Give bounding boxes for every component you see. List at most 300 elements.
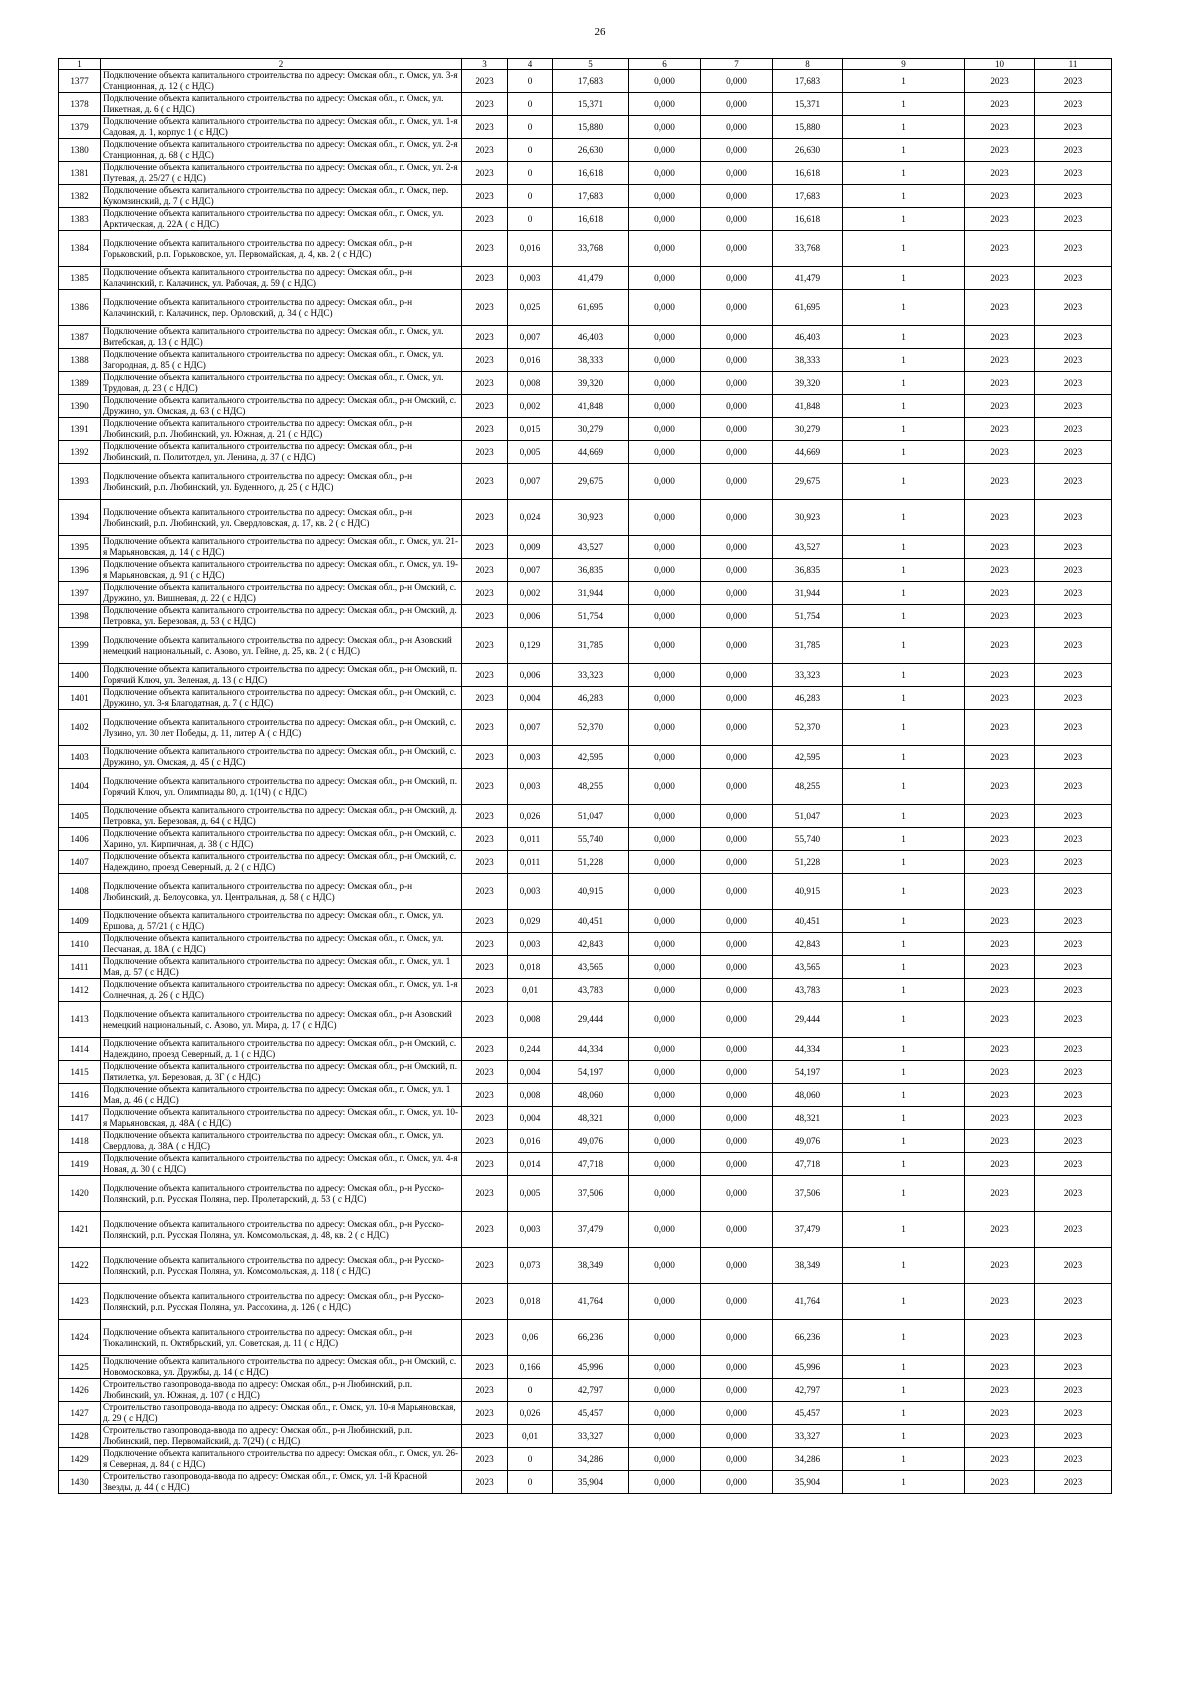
col-6-value: 0,000 xyxy=(629,185,701,208)
col-8-value: 37,506 xyxy=(773,1176,843,1212)
col-11-value: 2023 xyxy=(1035,395,1112,418)
col-10-value: 2023 xyxy=(965,1425,1035,1448)
col-5-value: 43,565 xyxy=(553,956,629,979)
col-6-value: 0,000 xyxy=(629,1448,701,1471)
col-3-value: 2023 xyxy=(462,828,508,851)
row-description: Подключение объекта капитального строительства по адресу: Омская обл., р-н Омский, д. Петровка, ул. Березовая, д. 53 ( с НДС) xyxy=(101,605,462,628)
col-10-value: 2023 xyxy=(965,441,1035,464)
col-8-value: 26,630 xyxy=(773,139,843,162)
row-description: Подключение объекта капитального строительства по адресу: Омская обл., р-н Омский, п. Пятилетка, ул. Березовая, д. 3Г ( с НДС) xyxy=(101,1061,462,1084)
col-5-value: 42,797 xyxy=(553,1379,629,1402)
col-7-value: 0,000 xyxy=(701,805,773,828)
col-3-value: 2023 xyxy=(462,956,508,979)
col-8-value: 38,333 xyxy=(773,349,843,372)
col-3-value: 2023 xyxy=(462,1212,508,1248)
col-9-value: 1 xyxy=(843,582,965,605)
col-8-value: 51,228 xyxy=(773,851,843,874)
col-8-value: 30,923 xyxy=(773,500,843,536)
col-6-value: 0,000 xyxy=(629,208,701,231)
col-4-value: 0,004 xyxy=(508,1107,553,1130)
col-10-value: 2023 xyxy=(965,1471,1035,1494)
col-4-value: 0,007 xyxy=(508,326,553,349)
col-3-value: 2023 xyxy=(462,605,508,628)
col-8-value: 44,669 xyxy=(773,441,843,464)
col-9-value: 1 xyxy=(843,1356,965,1379)
col-5-value: 45,457 xyxy=(553,1402,629,1425)
col-11-value: 2023 xyxy=(1035,851,1112,874)
col-7-value: 0,000 xyxy=(701,395,773,418)
col-3-value: 2023 xyxy=(462,139,508,162)
col-8-value: 61,695 xyxy=(773,290,843,326)
col-4-value: 0 xyxy=(508,70,553,93)
table-row xyxy=(59,93,1112,116)
row-description: Подключение объекта капитального строительства по адресу: Омская обл., г. Омск, ул. Трудовая, д. 23 ( с НДС) xyxy=(101,372,462,395)
col-11-value: 2023 xyxy=(1035,746,1112,769)
col-11-value: 2023 xyxy=(1035,290,1112,326)
col-4-value: 0,007 xyxy=(508,559,553,582)
table-row xyxy=(59,687,1112,710)
col-4-value: 0,008 xyxy=(508,1084,553,1107)
col-11-value: 2023 xyxy=(1035,628,1112,664)
col-6-value: 0,000 xyxy=(629,851,701,874)
column-header: 3 xyxy=(462,59,508,70)
col-7-value: 0,000 xyxy=(701,1402,773,1425)
col-10-value: 2023 xyxy=(965,1284,1035,1320)
col-7-value: 0,000 xyxy=(701,1320,773,1356)
col-6-value: 0,000 xyxy=(629,828,701,851)
row-description: Подключение объекта капитального строительства по адресу: Омская обл., р-н Омский, п. Горячий Ключ, ул. Зеленая, д. 13 ( с НДС) xyxy=(101,664,462,687)
col-9-value: 1 xyxy=(843,1002,965,1038)
col-6-value: 0,000 xyxy=(629,1471,701,1494)
col-4-value: 0,003 xyxy=(508,769,553,805)
col-6-value: 0,000 xyxy=(629,1061,701,1084)
col-10-value: 2023 xyxy=(965,326,1035,349)
col-7-value: 0,000 xyxy=(701,769,773,805)
col-4-value: 0,01 xyxy=(508,1425,553,1448)
col-6-value: 0,000 xyxy=(629,231,701,267)
table-row xyxy=(59,208,1112,231)
col-10-value: 2023 xyxy=(965,418,1035,441)
col-6-value: 0,000 xyxy=(629,1379,701,1402)
row-number: 1393 xyxy=(59,464,101,500)
col-8-value: 35,904 xyxy=(773,1471,843,1494)
col-9-value: 1 xyxy=(843,687,965,710)
col-11-value: 2023 xyxy=(1035,536,1112,559)
col-4-value: 0,016 xyxy=(508,1130,553,1153)
table-row xyxy=(59,1130,1112,1153)
col-3-value: 2023 xyxy=(462,1379,508,1402)
col-6-value: 0,000 xyxy=(629,372,701,395)
col-5-value: 41,848 xyxy=(553,395,629,418)
col-9-value: 1 xyxy=(843,267,965,290)
col-10-value: 2023 xyxy=(965,1130,1035,1153)
col-9-value: 1 xyxy=(843,1061,965,1084)
col-7-value: 0,000 xyxy=(701,1153,773,1176)
row-description: Строительство газопровода-ввода по адресу: Омская обл., р-н Любинский, р.п. Любинский, пер. Первомайский, д. 7(2Ч) ( с НДС) xyxy=(101,1425,462,1448)
col-5-value: 37,479 xyxy=(553,1212,629,1248)
col-4-value: 0,006 xyxy=(508,605,553,628)
table-row xyxy=(59,769,1112,805)
table-row xyxy=(59,874,1112,910)
row-number: 1387 xyxy=(59,326,101,349)
table-row xyxy=(59,1212,1112,1248)
col-5-value: 33,323 xyxy=(553,664,629,687)
col-4-value: 0,005 xyxy=(508,1176,553,1212)
row-number: 1422 xyxy=(59,1248,101,1284)
col-9-value: 1 xyxy=(843,910,965,933)
row-description: Подключение объекта капитального строительства по адресу: Омская обл., г. Омск, ул. 2-я Путевая, д. 25/27 ( с НДС) xyxy=(101,162,462,185)
table-row xyxy=(59,1320,1112,1356)
col-6-value: 0,000 xyxy=(629,1038,701,1061)
col-7-value: 0,000 xyxy=(701,1038,773,1061)
col-5-value: 51,047 xyxy=(553,805,629,828)
row-description: Подключение объекта капитального строительства по адресу: Омская обл., г. Омск, ул. Свердлова, д. 38А ( с НДС) xyxy=(101,1130,462,1153)
col-3-value: 2023 xyxy=(462,349,508,372)
col-9-value: 1 xyxy=(843,208,965,231)
col-10-value: 2023 xyxy=(965,910,1035,933)
col-6-value: 0,000 xyxy=(629,1320,701,1356)
col-10-value: 2023 xyxy=(965,1153,1035,1176)
row-description: Подключение объекта капитального строительства по адресу: Омская обл., р-н Омский, с. Харино, ул. Кирпичная, д. 38 ( с НДС) xyxy=(101,828,462,851)
col-3-value: 2023 xyxy=(462,664,508,687)
col-4-value: 0,006 xyxy=(508,664,553,687)
col-3-value: 2023 xyxy=(462,372,508,395)
col-11-value: 2023 xyxy=(1035,769,1112,805)
col-9-value: 1 xyxy=(843,1038,965,1061)
col-6-value: 0,000 xyxy=(629,874,701,910)
col-4-value: 0,166 xyxy=(508,1356,553,1379)
col-11-value: 2023 xyxy=(1035,1176,1112,1212)
col-3-value: 2023 xyxy=(462,116,508,139)
col-4-value: 0,004 xyxy=(508,1061,553,1084)
col-11-value: 2023 xyxy=(1035,874,1112,910)
col-3-value: 2023 xyxy=(462,1248,508,1284)
col-8-value: 66,236 xyxy=(773,1320,843,1356)
col-8-value: 47,718 xyxy=(773,1153,843,1176)
col-5-value: 36,835 xyxy=(553,559,629,582)
col-7-value: 0,000 xyxy=(701,1379,773,1402)
column-header: 11 xyxy=(1035,59,1112,70)
col-11-value: 2023 xyxy=(1035,1153,1112,1176)
row-number: 1408 xyxy=(59,874,101,910)
col-9-value: 1 xyxy=(843,1448,965,1471)
col-10-value: 2023 xyxy=(965,395,1035,418)
col-4-value: 0 xyxy=(508,1379,553,1402)
row-number: 1400 xyxy=(59,664,101,687)
col-11-value: 2023 xyxy=(1035,372,1112,395)
col-9-value: 1 xyxy=(843,628,965,664)
col-5-value: 41,764 xyxy=(553,1284,629,1320)
col-8-value: 34,286 xyxy=(773,1448,843,1471)
col-4-value: 0,011 xyxy=(508,828,553,851)
row-description: Подключение объекта капитального строительства по адресу: Омская обл., р-н Омский, с. Дружино, ул. 3-я Благодатная, д. 7 ( с НДС) xyxy=(101,687,462,710)
col-6-value: 0,000 xyxy=(629,910,701,933)
col-5-value: 29,675 xyxy=(553,464,629,500)
col-5-value: 42,843 xyxy=(553,933,629,956)
table-row xyxy=(59,1284,1112,1320)
col-3-value: 2023 xyxy=(462,710,508,746)
col-9-value: 1 xyxy=(843,979,965,1002)
col-5-value: 33,768 xyxy=(553,231,629,267)
col-3-value: 2023 xyxy=(462,1425,508,1448)
row-description: Подключение объекта капитального строительства по адресу: Омская обл., р-н Омский, с. Дружино, ул. Вишневая, д. 22 ( с НДС) xyxy=(101,582,462,605)
col-10-value: 2023 xyxy=(965,664,1035,687)
col-9-value: 1 xyxy=(843,1284,965,1320)
col-8-value: 43,527 xyxy=(773,536,843,559)
col-11-value: 2023 xyxy=(1035,441,1112,464)
col-9-value: 1 xyxy=(843,710,965,746)
col-7-value: 0,000 xyxy=(701,1176,773,1212)
col-6-value: 0,000 xyxy=(629,70,701,93)
col-4-value: 0,016 xyxy=(508,349,553,372)
row-description: Подключение объекта капитального строительства по адресу: Омская обл., г. Омск, ул. Загородная, д. 85 ( с НДС) xyxy=(101,349,462,372)
col-4-value: 0,007 xyxy=(508,464,553,500)
col-4-value: 0,018 xyxy=(508,1284,553,1320)
col-5-value: 49,076 xyxy=(553,1130,629,1153)
col-8-value: 41,764 xyxy=(773,1284,843,1320)
col-10-value: 2023 xyxy=(965,769,1035,805)
col-9-value: 1 xyxy=(843,231,965,267)
row-description: Подключение объекта капитального строительства по адресу: Омская обл., р-н Калачинский, г. Калачинск, ул. Рабочая, д. 59 ( с НДС) xyxy=(101,267,462,290)
col-4-value: 0,01 xyxy=(508,979,553,1002)
row-description: Подключение объекта капитального строительства по адресу: Омская обл., р-н Омский, п. Горячий Ключ, ул. Олимпиады 80, д. 1(1Ч) ( с НДС) xyxy=(101,769,462,805)
col-3-value: 2023 xyxy=(462,933,508,956)
col-4-value: 0,003 xyxy=(508,874,553,910)
col-3-value: 2023 xyxy=(462,441,508,464)
col-11-value: 2023 xyxy=(1035,1471,1112,1494)
col-6-value: 0,000 xyxy=(629,710,701,746)
col-4-value: 0,073 xyxy=(508,1248,553,1284)
row-number: 1401 xyxy=(59,687,101,710)
row-number: 1418 xyxy=(59,1130,101,1153)
col-5-value: 61,695 xyxy=(553,290,629,326)
col-9-value: 1 xyxy=(843,349,965,372)
col-6-value: 0,000 xyxy=(629,687,701,710)
row-number: 1416 xyxy=(59,1084,101,1107)
col-9-value: 1 xyxy=(843,395,965,418)
row-number: 1428 xyxy=(59,1425,101,1448)
table-row xyxy=(59,326,1112,349)
col-10-value: 2023 xyxy=(965,1248,1035,1284)
col-10-value: 2023 xyxy=(965,1356,1035,1379)
col-8-value: 31,944 xyxy=(773,582,843,605)
col-6-value: 0,000 xyxy=(629,1284,701,1320)
column-header: 10 xyxy=(965,59,1035,70)
col-6-value: 0,000 xyxy=(629,1084,701,1107)
col-9-value: 1 xyxy=(843,464,965,500)
col-6-value: 0,000 xyxy=(629,116,701,139)
row-description: Подключение объекта капитального строительства по адресу: Омская обл., г. Омск, ул. 2-я Станционная, д. 68 ( с НДС) xyxy=(101,139,462,162)
row-description: Подключение объекта капитального строительства по адресу: Омская обл., р-н Русско-Полянский, р.п. Русская Поляна, пер. Пролетарский, д. 53 ( с НДС) xyxy=(101,1176,462,1212)
col-7-value: 0,000 xyxy=(701,326,773,349)
col-3-value: 2023 xyxy=(462,93,508,116)
col-5-value: 31,785 xyxy=(553,628,629,664)
col-6-value: 0,000 xyxy=(629,1425,701,1448)
table-row xyxy=(59,664,1112,687)
col-10-value: 2023 xyxy=(965,208,1035,231)
col-5-value: 31,944 xyxy=(553,582,629,605)
col-4-value: 0,003 xyxy=(508,267,553,290)
table-row xyxy=(59,605,1112,628)
col-5-value: 43,783 xyxy=(553,979,629,1002)
col-4-value: 0 xyxy=(508,208,553,231)
col-6-value: 0,000 xyxy=(629,979,701,1002)
col-11-value: 2023 xyxy=(1035,910,1112,933)
col-10-value: 2023 xyxy=(965,687,1035,710)
col-11-value: 2023 xyxy=(1035,1002,1112,1038)
col-4-value: 0 xyxy=(508,162,553,185)
col-10-value: 2023 xyxy=(965,582,1035,605)
row-description: Подключение объекта капитального строительства по адресу: Омская обл., р-н Русско-Полянский, р.п. Русская Поляна, ул. Комсомольская, д. 48, кв. 2 ( с НДС) xyxy=(101,1212,462,1248)
col-8-value: 48,321 xyxy=(773,1107,843,1130)
row-number: 1399 xyxy=(59,628,101,664)
col-11-value: 2023 xyxy=(1035,1379,1112,1402)
col-11-value: 2023 xyxy=(1035,208,1112,231)
row-description: Подключение объекта капитального строительства по адресу: Омская обл., р-н Омский, с. Лузино, ул. 30 лет Победы, д. 11, литер А ( с НДС) xyxy=(101,710,462,746)
col-4-value: 0,007 xyxy=(508,710,553,746)
col-8-value: 51,754 xyxy=(773,605,843,628)
col-4-value: 0,018 xyxy=(508,956,553,979)
header-row xyxy=(59,59,1112,70)
col-10-value: 2023 xyxy=(965,185,1035,208)
col-7-value: 0,000 xyxy=(701,710,773,746)
col-9-value: 1 xyxy=(843,769,965,805)
col-8-value: 45,457 xyxy=(773,1402,843,1425)
row-description: Подключение объекта капитального строительства по адресу: Омская обл., г. Омск, ул. 1 Мая, д. 57 ( с НДС) xyxy=(101,956,462,979)
col-8-value: 42,595 xyxy=(773,746,843,769)
col-9-value: 1 xyxy=(843,1379,965,1402)
col-11-value: 2023 xyxy=(1035,93,1112,116)
col-11-value: 2023 xyxy=(1035,418,1112,441)
col-6-value: 0,000 xyxy=(629,1356,701,1379)
table-row xyxy=(59,933,1112,956)
col-3-value: 2023 xyxy=(462,687,508,710)
col-9-value: 1 xyxy=(843,372,965,395)
row-description: Строительство газопровода-ввода по адресу: Омская обл., г. Омск, ул. 1-й Красной Звезды, д. 44 ( с НДС) xyxy=(101,1471,462,1494)
column-header: 1 xyxy=(59,59,101,70)
col-6-value: 0,000 xyxy=(629,582,701,605)
col-4-value: 0,024 xyxy=(508,500,553,536)
col-5-value: 51,228 xyxy=(553,851,629,874)
row-number: 1420 xyxy=(59,1176,101,1212)
col-3-value: 2023 xyxy=(462,1284,508,1320)
col-7-value: 0,000 xyxy=(701,185,773,208)
col-6-value: 0,000 xyxy=(629,628,701,664)
col-6-value: 0,000 xyxy=(629,1176,701,1212)
col-6-value: 0,000 xyxy=(629,418,701,441)
col-3-value: 2023 xyxy=(462,769,508,805)
row-description: Подключение объекта капитального строительства по адресу: Омская обл., р-н Омский, с. Новомосковка, ул. Дружбы, д. 14 ( с НДС) xyxy=(101,1356,462,1379)
row-number: 1391 xyxy=(59,418,101,441)
col-7-value: 0,000 xyxy=(701,687,773,710)
row-number: 1381 xyxy=(59,162,101,185)
col-8-value: 39,320 xyxy=(773,372,843,395)
col-7-value: 0,000 xyxy=(701,910,773,933)
table-row xyxy=(59,139,1112,162)
table-row xyxy=(59,805,1112,828)
col-10-value: 2023 xyxy=(965,290,1035,326)
table-row xyxy=(59,372,1112,395)
row-description: Строительство газопровода-ввода по адресу: Омская обл., р-н Любинский, р.п. Любинский, ул. Южная, д. 107 ( с НДС) xyxy=(101,1379,462,1402)
col-9-value: 1 xyxy=(843,536,965,559)
col-10-value: 2023 xyxy=(965,231,1035,267)
col-7-value: 0,000 xyxy=(701,1425,773,1448)
col-6-value: 0,000 xyxy=(629,933,701,956)
col-7-value: 0,000 xyxy=(701,464,773,500)
col-11-value: 2023 xyxy=(1035,139,1112,162)
col-8-value: 45,996 xyxy=(773,1356,843,1379)
column-header: 5 xyxy=(553,59,629,70)
col-8-value: 49,076 xyxy=(773,1130,843,1153)
col-9-value: 1 xyxy=(843,139,965,162)
col-10-value: 2023 xyxy=(965,874,1035,910)
col-7-value: 0,000 xyxy=(701,231,773,267)
col-11-value: 2023 xyxy=(1035,582,1112,605)
col-10-value: 2023 xyxy=(965,500,1035,536)
col-10-value: 2023 xyxy=(965,139,1035,162)
col-7-value: 0,000 xyxy=(701,605,773,628)
col-8-value: 16,618 xyxy=(773,208,843,231)
col-5-value: 38,333 xyxy=(553,349,629,372)
table-row xyxy=(59,746,1112,769)
col-8-value: 17,683 xyxy=(773,185,843,208)
col-6-value: 0,000 xyxy=(629,349,701,372)
col-7-value: 0,000 xyxy=(701,1130,773,1153)
table-row xyxy=(59,395,1112,418)
col-11-value: 2023 xyxy=(1035,267,1112,290)
col-8-value: 33,327 xyxy=(773,1425,843,1448)
col-6-value: 0,000 xyxy=(629,326,701,349)
row-number: 1403 xyxy=(59,746,101,769)
col-5-value: 41,479 xyxy=(553,267,629,290)
col-9-value: 1 xyxy=(843,605,965,628)
col-11-value: 2023 xyxy=(1035,805,1112,828)
table-row xyxy=(59,418,1112,441)
col-11-value: 2023 xyxy=(1035,185,1112,208)
col-8-value: 48,060 xyxy=(773,1084,843,1107)
table-row xyxy=(59,500,1112,536)
col-7-value: 0,000 xyxy=(701,559,773,582)
col-4-value: 0,129 xyxy=(508,628,553,664)
col-11-value: 2023 xyxy=(1035,116,1112,139)
col-10-value: 2023 xyxy=(965,70,1035,93)
col-11-value: 2023 xyxy=(1035,1212,1112,1248)
col-8-value: 15,371 xyxy=(773,93,843,116)
col-3-value: 2023 xyxy=(462,326,508,349)
col-3-value: 2023 xyxy=(462,1471,508,1494)
col-10-value: 2023 xyxy=(965,1061,1035,1084)
col-3-value: 2023 xyxy=(462,1130,508,1153)
col-8-value: 17,683 xyxy=(773,70,843,93)
table-row xyxy=(59,1038,1112,1061)
row-description: Подключение объекта капитального строительства по адресу: Омская обл., г. Омск, ул. 26-я Северная, д. 84 ( с НДС) xyxy=(101,1448,462,1471)
col-6-value: 0,000 xyxy=(629,1130,701,1153)
table-row xyxy=(59,1402,1112,1425)
table-row xyxy=(59,290,1112,326)
table-row xyxy=(59,464,1112,500)
row-number: 1405 xyxy=(59,805,101,828)
col-7-value: 0,000 xyxy=(701,1002,773,1038)
row-number: 1421 xyxy=(59,1212,101,1248)
row-number: 1411 xyxy=(59,956,101,979)
col-7-value: 0,000 xyxy=(701,139,773,162)
col-7-value: 0,000 xyxy=(701,628,773,664)
col-8-value: 46,283 xyxy=(773,687,843,710)
row-description: Подключение объекта капитального строительства по адресу: Омская обл., г. Омск, ул. 19-я Марьяновская, д. 91 ( с НДС) xyxy=(101,559,462,582)
col-3-value: 2023 xyxy=(462,536,508,559)
col-5-value: 47,718 xyxy=(553,1153,629,1176)
col-6-value: 0,000 xyxy=(629,395,701,418)
